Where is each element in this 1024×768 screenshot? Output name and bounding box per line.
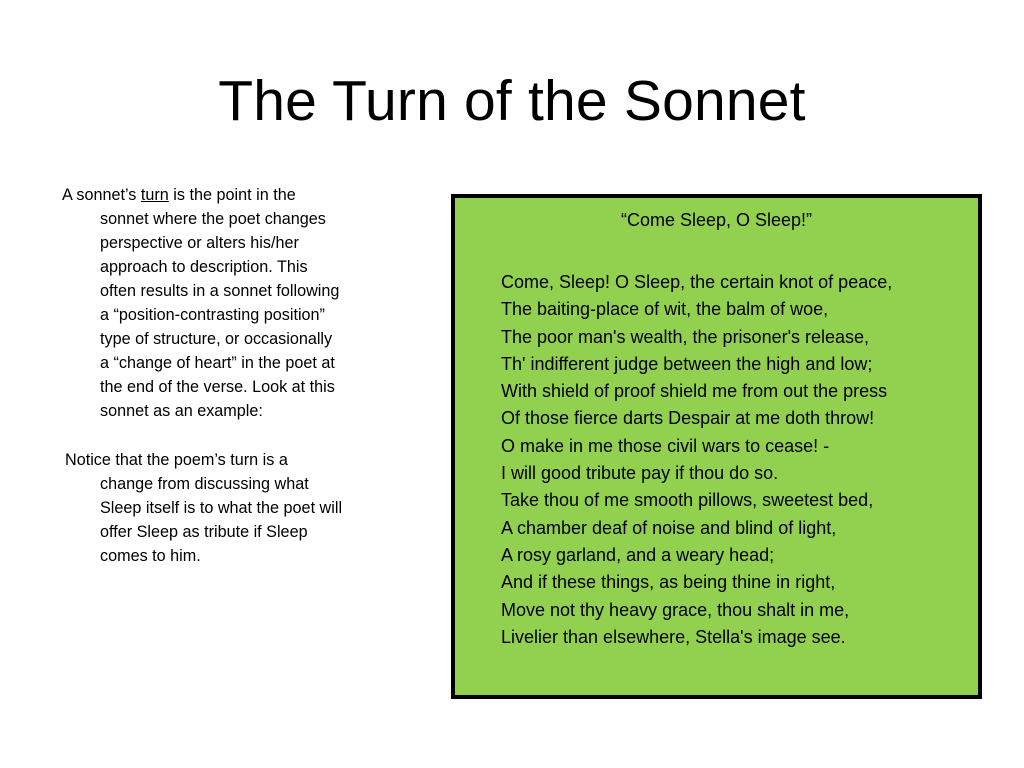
- poem-lines: [501, 269, 892, 651]
- slide-title: The Turn of the Sonnet: [218, 69, 806, 133]
- poem-line: Of those fierce darts Despair at me doth throw!: [501, 408, 875, 429]
- explanation-text: [62, 183, 344, 568]
- poem-line: The baiting-place of wit, the balm of woe,: [501, 299, 829, 320]
- poem-line: Th' indifferent judge between the high and low;: [501, 353, 873, 374]
- poem-line: A chamber deaf of noise and blind of light,: [501, 517, 837, 538]
- poem-title: “Come Sleep, O Sleep!”: [620, 210, 813, 230]
- poem-line: Come, Sleep! O Sleep, the certain knot of peace,: [501, 272, 893, 292]
- explanation-paragraph-1: [62, 183, 344, 423]
- poem-line: Livelier than elsewhere, Stella's image see.: [501, 626, 846, 647]
- explanation-p1-start: A sonnet’s: [62, 186, 141, 204]
- turn-term: turn: [140, 186, 169, 204]
- poem-line: O make in me those civil wars to cease! -: [501, 435, 830, 456]
- explanation-p1-rest: is the point in the sonnet where the poet changes perspective or alters his/her approach to description. This often results in a sonnet following a “position-contrasting position” type of structure, or occasionally a “change of heart” in the poet at the end of the verse. Look at this sonnet as an example:: [100, 186, 340, 420]
- poem-line: I will good tribute pay if thou do so.: [501, 463, 779, 484]
- poem-line: And if these things, as being thine in right,: [501, 572, 836, 593]
- poem-line: A rosy garland, and a weary head;: [501, 544, 775, 565]
- poem-line: Take thou of me smooth pillows, sweetest bed,: [501, 490, 874, 511]
- poem-line: Move not thy heavy grace, thou shalt in me,: [501, 599, 850, 620]
- poem-line: The poor man's wealth, the prisoner's release,: [501, 326, 870, 347]
- poem-box: [451, 194, 982, 699]
- poem-line: With shield of proof shield me from out the press: [501, 381, 888, 402]
- explanation-paragraph-2: Notice that the poem’s turn is a change from discussing what Sleep itself is to what the poet will offer Sleep as tribute if Sleep comes to him.: [65, 451, 343, 565]
